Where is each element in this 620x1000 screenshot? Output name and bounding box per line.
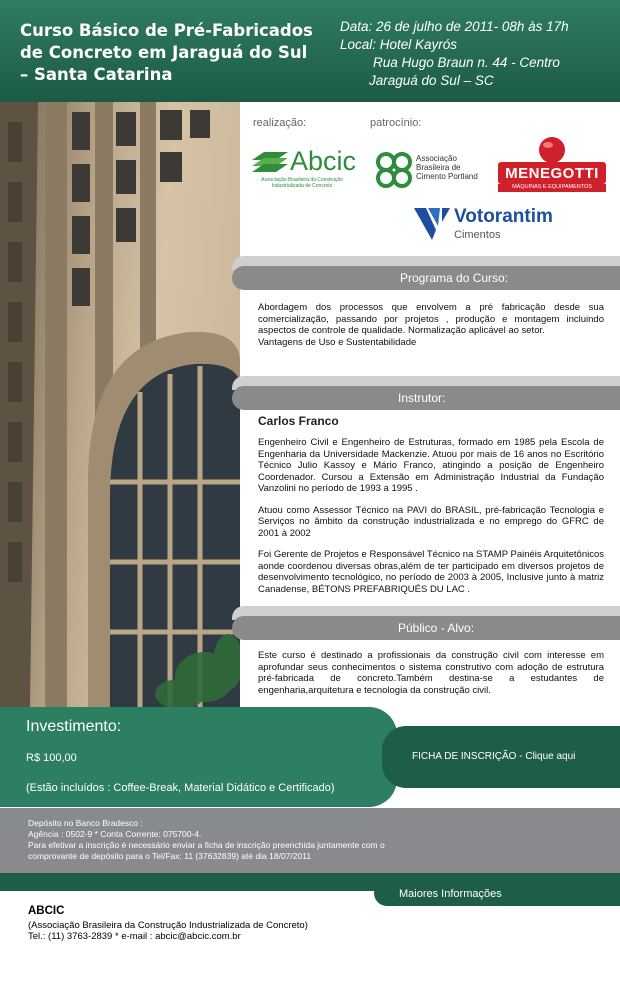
event-street: Rua Hugo Braun n. 44 - Centro bbox=[373, 55, 560, 70]
abcic-logo bbox=[252, 146, 357, 198]
menegotti-name: MENEGOTTI bbox=[505, 165, 599, 182]
event-location: Local: Hotel Kayrós bbox=[340, 37, 458, 52]
programa-text bbox=[258, 302, 604, 348]
abcp-line3: Cimento Portland bbox=[416, 172, 478, 181]
abcp-line1: Associação bbox=[416, 154, 457, 163]
votorantim-logo bbox=[414, 206, 564, 246]
investimento-title: Investimento: bbox=[26, 718, 122, 735]
ficha-inscricao-button[interactable] bbox=[382, 726, 620, 788]
abcic-subtitle: Associação Brasileira da Construção Industrializada de Concreto bbox=[261, 177, 343, 189]
programa-bar bbox=[232, 266, 620, 290]
more-info-bar bbox=[374, 880, 620, 906]
instrutor-bar bbox=[232, 386, 620, 410]
course-title: Curso Básico de Pré-Fabricados de Concreto em Jaraguá do Sul – Santa Catarina bbox=[20, 21, 313, 84]
votorantim-name: Votorantim bbox=[454, 206, 553, 227]
instrutor-bio bbox=[258, 437, 604, 605]
deposit-info bbox=[0, 808, 620, 873]
instrutor-title: Instrutor: bbox=[398, 391, 446, 405]
realizacao-label: realização: bbox=[253, 117, 307, 129]
votorantim-icon bbox=[414, 208, 450, 242]
building-photo bbox=[0, 102, 240, 707]
header-banner bbox=[0, 0, 620, 102]
event-info bbox=[340, 18, 615, 90]
ficha-inscricao-label: FICHA DE INSCRIÇÃO - Clique aqui bbox=[412, 751, 576, 762]
patrocinio-label: patrocínio: bbox=[370, 117, 422, 129]
investimento-note: (Estão incluídos : Coffee-Break, Material Didático e Certificado) bbox=[26, 782, 335, 794]
more-info-label: Maiores Informações bbox=[399, 888, 502, 900]
deposit-line: Depósito no Banco Bradesco : bbox=[28, 818, 143, 828]
abcic-icon bbox=[252, 152, 288, 178]
bio-paragraph: Foi Gerente de Projetos e Responsável Técnico na STAMP Painéis Arquitetônicos aonde coordenou diversas obras,além de ter participado em diversos projetos de desenvolvimento tecnológico, no período de 2003 à 2005, Inclusive junto à matriz Canadense, BÉTONS PREFABRIQUÉS DU LAC . bbox=[258, 549, 604, 595]
investimento-panel bbox=[0, 707, 397, 807]
bio-paragraph: Engenheiro Civil e Engenheiro de Estruturas, formado em 1985 pela Escola de Engenharia da Universidade Mackenzie. Atuou por mais de 16 anos no Escritório Técnico Julio Kassoy e Mário Franco, atingindo a posição de Engenheiro Coordenador. Cursou a Extensão em Administração Industrial da Fundação Vanzolini no período de 1993 a 1995 . bbox=[258, 437, 604, 494]
deposit-line: Agência : 0502-9 * Conta Corrente: 075700-4. bbox=[28, 829, 202, 839]
abcic-name: Abcic bbox=[290, 146, 357, 176]
instructor-name: Carlos Franco bbox=[258, 414, 339, 428]
programa-title: Programa do Curso: bbox=[400, 271, 509, 285]
deposit-line: comprovante de depósito para o Tel/Fax: 11 (37632839) até dia 18/07/2011 bbox=[28, 851, 312, 861]
investimento-price: R$ 100,00 bbox=[26, 752, 77, 764]
contact-line: Tel.: (11) 3763-2839 * e-mail : abcic@abcic.com.br bbox=[28, 931, 241, 942]
deposit-line: Para efetivar a inscrição é necessário enviar a ficha de inscrição preenchida juntamente com o bbox=[28, 840, 385, 850]
programa-paragraph-2: Vantagens de Uso e Sustentabilidade bbox=[258, 336, 417, 348]
bio-paragraph: Atuou como Assessor Técnico na PAVI do BRASIL, pré-fabricação Tecnologia e Serviços no âmbito da construção industrializada e no emprego do GFRC de 2001 à 2002 bbox=[258, 504, 604, 539]
publico-title: Público - Alvo: bbox=[398, 621, 475, 635]
programa-paragraph: Abordagem dos processos que envolvem a pré fabricação desde sua comercialização, passando por projetos , produção e montagem incluindo aspectos de controle de qualidade. Normalização aplicável ao setor. bbox=[258, 302, 604, 336]
org-full-name: (Associação Brasileira da Construção Industrializada de Concreto) bbox=[28, 919, 308, 931]
org-name: ABCIC bbox=[28, 905, 65, 917]
event-city: Jaraguá do Sul – SC bbox=[369, 73, 494, 88]
publico-bar bbox=[232, 616, 620, 640]
menegotti-logo bbox=[496, 136, 608, 196]
abcp-logo bbox=[376, 150, 488, 192]
abcp-line2: Brasileira de bbox=[416, 163, 461, 172]
votorantim-tagline: Cimentos bbox=[454, 229, 501, 241]
contact-block bbox=[28, 906, 308, 943]
event-date: Data: 26 de julho de 2011- 08h às 17h bbox=[340, 19, 569, 34]
publico-text: Este curso é destinado a profissionais da construção civil com interesse em aprofundar seus conhecimentos o sistema construtivo com adoção de estrutura pré-fabricada de concreto.Também destina-se a estudantes de engenharia,arquitetura e tecnologia da construção civil. bbox=[258, 650, 604, 696]
abcp-icon bbox=[376, 150, 412, 190]
menegotti-tagline: MÁQUINAS E EQUIPAMENTOS bbox=[512, 184, 592, 190]
